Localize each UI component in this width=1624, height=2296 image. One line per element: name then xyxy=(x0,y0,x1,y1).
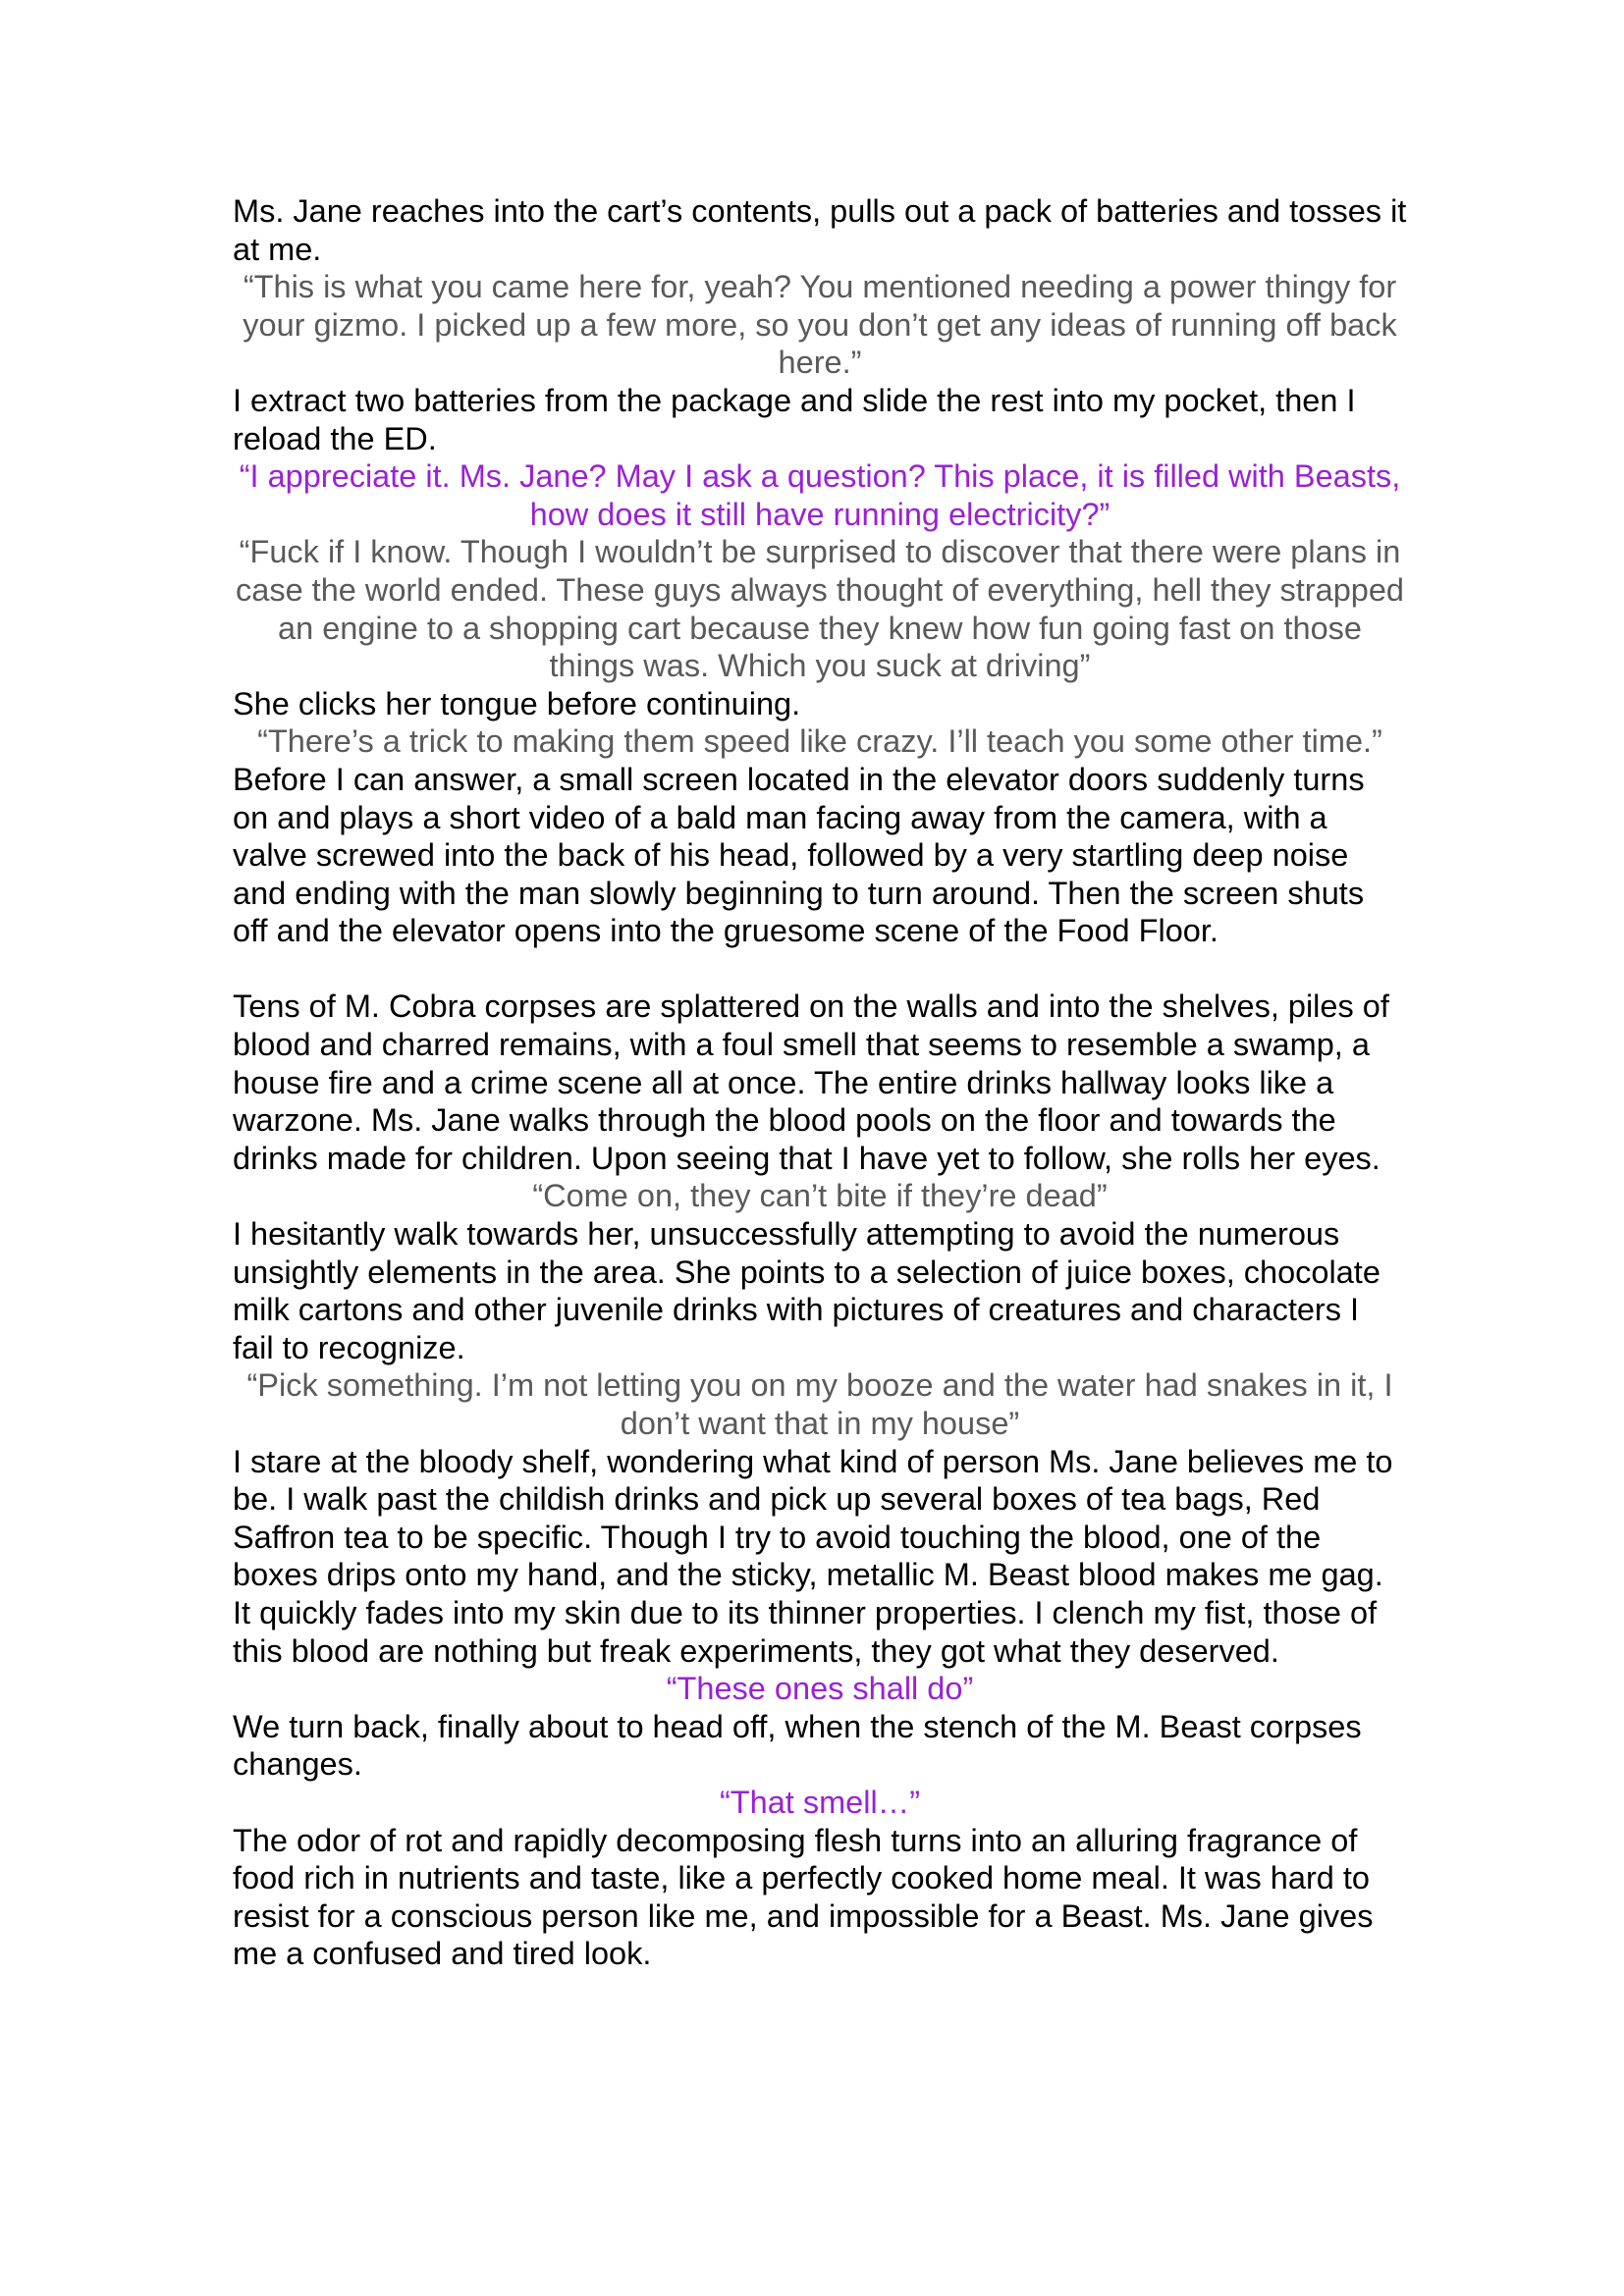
document-page xyxy=(233,192,1407,1973)
dialogue-me-that-smell: “That smell…” xyxy=(719,1784,921,1820)
paragraph-stench-changes: We turn back, finally about to head off, when the stench of the M. Beast corpses changes. xyxy=(233,1708,1362,1783)
dialogue-jane-trick: “There’s a trick to making them speed like crazy. I’ll teach you some other time.” xyxy=(257,723,1382,760)
dialogue-jane-power-thingy: “This is what you came here for, yeah? You mentioned needing a power thingy for your gizmo. I picked up a few more, so you don’t get any ideas of running off back here.” xyxy=(243,269,1397,381)
paragraph-cart-batteries: Ms. Jane reaches into the cart’s contents, pulls out a pack of batteries and tosses it at me. xyxy=(233,193,1407,267)
paragraph-juice-boxes: I hesitantly walk towards her, unsuccessfully attempting to avoid the numerous unsightly elements in the area. She points to a selection of juice boxes, chocolate milk cartons and other juvenile drinks with pictures of creatures and characters I fail to recognize. xyxy=(233,1216,1380,1365)
dialogue-jane-fuck-if-i-know: “Fuck if I know. Though I wouldn’t be surprised to discover that there were plans in case the world ended. These guys always thought of everything, hell they strapped an engine to a shopping cart because they knew how fun going fast on those things was. Which you suck at driving” xyxy=(236,534,1404,684)
paragraph-cobra-corpses: Tens of M. Cobra corpses are splattered on the walls and into the shelves, piles of blood and charred remains, with a foul smell that seems to resemble a swamp, a house fire and a crime scene all at once. The entire drinks hallway looks like a warzone. Ms. Jane walks through the blood pools on the floor and towards the drinks made for children. Upon seeing that I have yet to follow, she rolls her eyes. xyxy=(233,988,1389,1176)
dialogue-me-these-ones: “These ones shall do” xyxy=(666,1671,974,1707)
paragraph-reload-ed: I extract two batteries from the package and slide the rest into my pocket, then I reload the ED. xyxy=(233,382,1356,456)
paragraph-alluring-fragrance: The odor of rot and rapidly decomposing flesh turns into an alluring fragrance of food rich in nutrients and taste, like a perfectly cooked home meal. It was hard to resist for a conscious person like me, and impossible for a Beast. Ms. Jane gives me a confused and tired look. xyxy=(233,1822,1374,1972)
dialogue-me-electricity-question: “I appreciate it. Ms. Jane? May I ask a question? This place, it is filled with Beasts, how does it still have running electricity?” xyxy=(239,458,1401,532)
paragraph-bloody-shelf: I stare at the bloody shelf, wondering what kind of person Ms. Jane believes me to be. I walk past the childish drinks and pick up several boxes of tea bags, Red Saffron tea to be specific. Though I try to avoid touching the blood, one of the boxes drips onto my hand, and the sticky, metallic M. Beast blood makes me gag. It quickly fades into my skin due to its thinner properties. I clench my fist, those of this blood are nothing but freak experiments, they got what they deserved. xyxy=(233,1443,1393,1669)
paragraph-elevator-screen: Before I can answer, a small screen located in the elevator doors suddenly turns on and plays a short video of a bald man facing away from the camera, with a valve screwed into the back of his head, followed by a very startling deep noise and ending with the man slowly beginning to turn around. Then the screen shuts off and the elevator opens into the gruesome scene of the Food Floor. xyxy=(233,761,1365,949)
dialogue-jane-pick-something: “Pick something. I’m not letting you on my booze and the water had snakes in it, I don’t want that in my house” xyxy=(246,1367,1393,1441)
paragraph-clicks-tongue: She clicks her tongue before continuing. xyxy=(233,685,801,721)
dialogue-jane-cant-bite: “Come on, they can’t bite if they’re dead” xyxy=(532,1178,1108,1214)
paragraph-gap xyxy=(233,950,1407,988)
